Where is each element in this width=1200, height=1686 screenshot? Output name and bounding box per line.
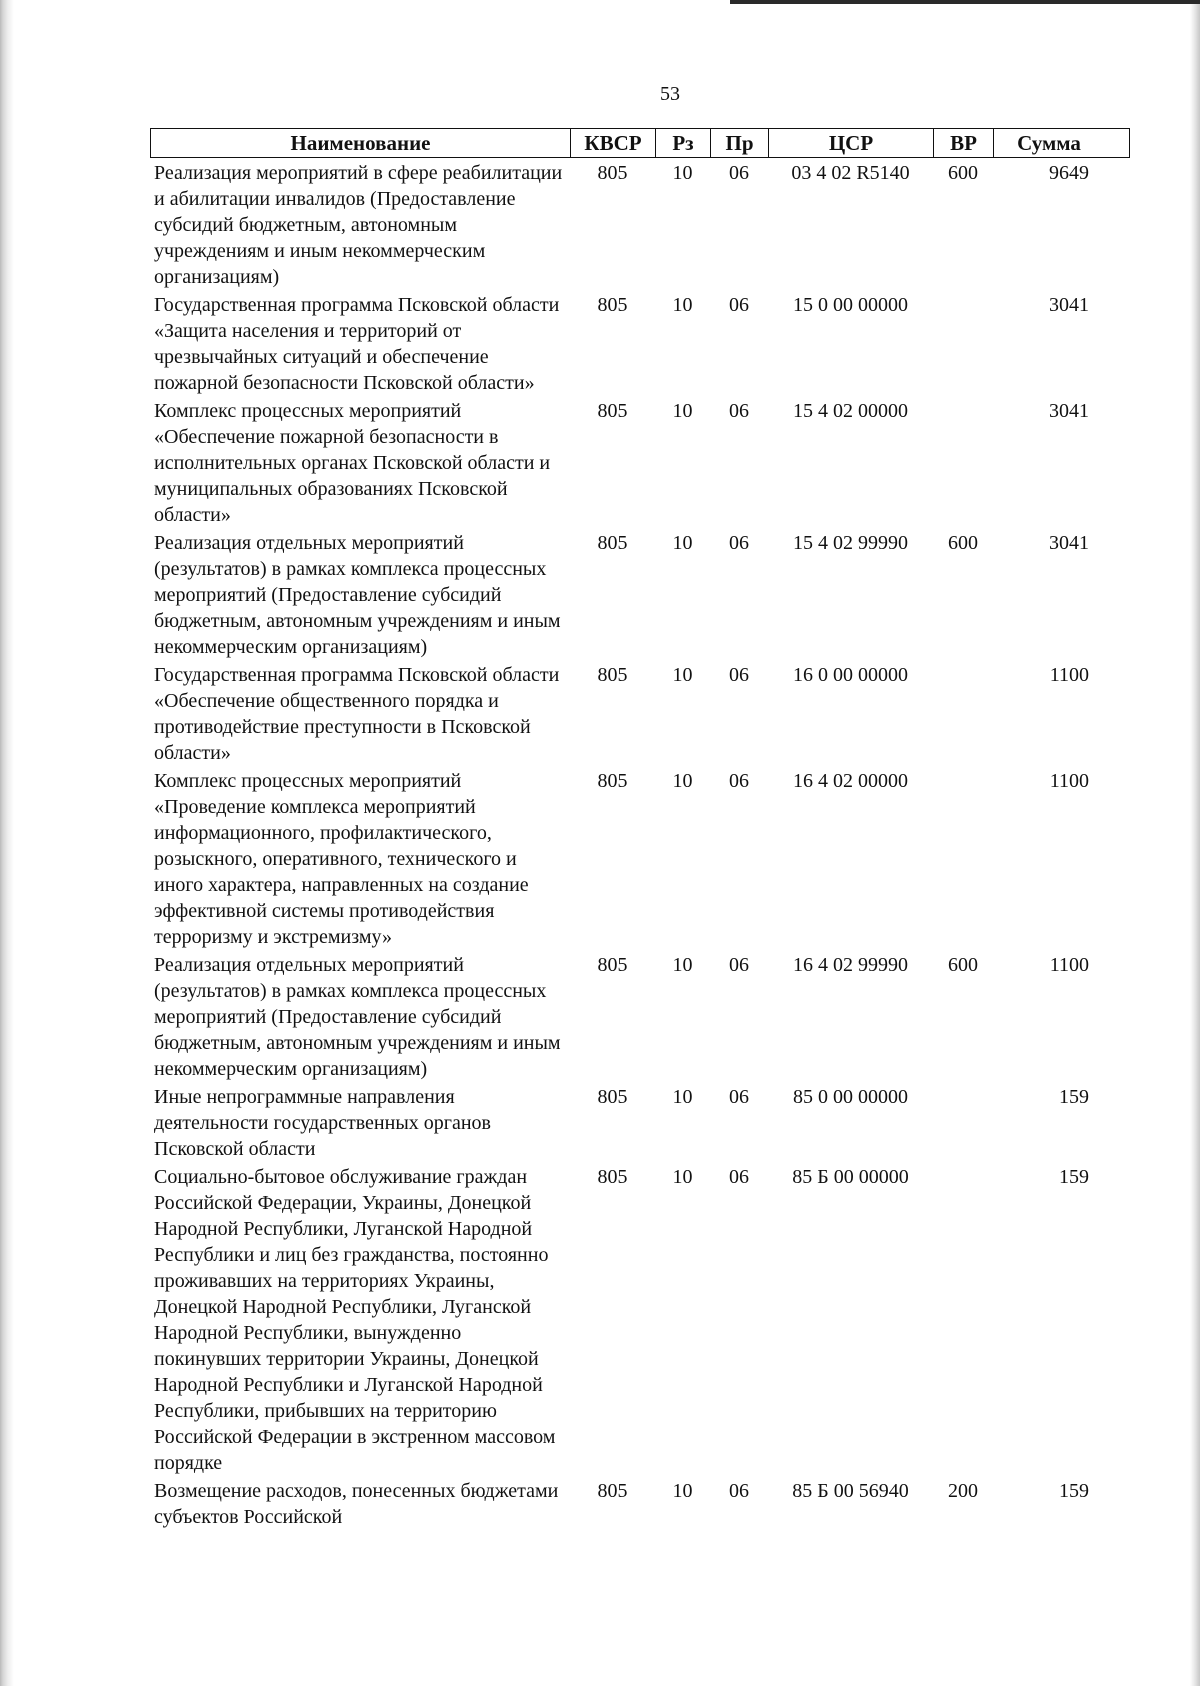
row-sum: 3041 xyxy=(1049,400,1089,422)
row-rz: 10 xyxy=(672,162,693,184)
row-pr: 06 xyxy=(729,770,749,792)
row-vr: 600 xyxy=(948,532,978,554)
row-name: Реализация отдельных мероприятий (результатов) в рамках комплекса процессных мероприятий (Предоставление субсидий бюджетным, автономным учреждениям и иным некоммерческим организациям) xyxy=(154,954,561,1080)
row-rz: 10 xyxy=(672,1480,693,1502)
row-pr: 06 xyxy=(729,400,749,422)
row-csr: 85 Б 00 56940 xyxy=(792,1480,909,1502)
row-pr: 06 xyxy=(729,294,749,316)
row-vr xyxy=(933,766,993,950)
table-row xyxy=(150,660,1130,766)
row-kvsr: 805 xyxy=(597,532,628,554)
row-name: Реализация отдельных мероприятий (результатов) в рамках комплекса процессных мероприятий (Предоставление субсидий бюджетным, автономным учреждениям и иным некоммерческим организациям) xyxy=(154,532,561,658)
row-rz: 10 xyxy=(672,532,693,554)
header-pr: Пр xyxy=(711,129,769,157)
row-name: Комплекс процессных мероприятий «Обеспечение пожарной безопасности в исполнительных органах Псковской области и муниципальных образованиях Псковской области» xyxy=(154,400,551,526)
row-pr: 06 xyxy=(729,1480,749,1502)
row-rz: 10 xyxy=(672,400,693,422)
row-sum: 3041 xyxy=(1049,294,1089,316)
header-kvsr: КВСР xyxy=(571,129,656,157)
header-csr: ЦСР xyxy=(769,129,934,157)
row-vr xyxy=(933,1162,993,1476)
row-csr: 15 0 00 00000 xyxy=(793,294,908,316)
row-vr xyxy=(933,290,993,396)
row-rz: 10 xyxy=(672,1086,693,1108)
row-name: Государственная программа Псковской области «Защита населения и территорий от чрезвычайных ситуаций и обеспечение пожарной безопасности Псковской области» xyxy=(154,294,560,394)
row-vr: 600 xyxy=(948,162,978,184)
row-sum: 1100 xyxy=(1049,954,1089,976)
row-vr xyxy=(933,396,993,528)
scan-edge-left xyxy=(0,0,14,1686)
row-name: Комплекс процессных мероприятий «Проведение комплекса мероприятий информационного, профилактического, розыскного, оперативного, технического и иного характера, направленных на создание эффективной системы противодействия терроризму и экстремизму» xyxy=(154,770,529,948)
row-rz: 10 xyxy=(672,294,693,316)
row-kvsr: 805 xyxy=(597,294,628,316)
row-kvsr: 805 xyxy=(597,1086,628,1108)
row-vr xyxy=(933,1082,993,1162)
row-pr: 06 xyxy=(729,162,749,184)
row-csr: 15 4 02 99990 xyxy=(793,532,908,554)
row-name: Иные непрограммные направления деятельности государственных органов Псковской области xyxy=(154,1086,491,1160)
row-pr: 06 xyxy=(729,1086,749,1108)
scan-edge-right xyxy=(1190,0,1200,1686)
row-pr: 06 xyxy=(729,954,749,976)
table-row xyxy=(150,950,1130,1082)
row-kvsr: 805 xyxy=(597,1480,628,1502)
header-rz: Рз xyxy=(656,129,711,157)
row-rz: 10 xyxy=(672,1166,693,1188)
table-row xyxy=(150,528,1130,660)
row-pr: 06 xyxy=(729,1166,749,1188)
row-rz: 10 xyxy=(672,954,693,976)
row-name: Возмещение расходов, понесенных бюджетами субъектов Российской xyxy=(154,1480,559,1528)
row-sum: 159 xyxy=(1059,1086,1089,1108)
row-sum: 1100 xyxy=(1049,770,1089,792)
table-row xyxy=(150,1162,1130,1476)
table-row xyxy=(150,290,1130,396)
row-csr: 85 0 00 00000 xyxy=(793,1086,908,1108)
row-csr: 16 4 02 99990 xyxy=(793,954,908,976)
row-rz: 10 xyxy=(672,664,693,686)
row-name: Социально-бытовое обслуживание граждан Российской Федерации, Украины, Донецкой Народной Республики, Луганской Народной Республики и лиц без гражданства, постоянно проживавших на территориях Украины, Донецкой Народной Республики, Луганской Народной Республики, вынужденно покинувших территории Украины, Донецкой Народной Республики и Луганской Народной Республики, прибывших на территорию Российской Федерации в экстренном массовом порядке xyxy=(154,1166,556,1474)
row-kvsr: 805 xyxy=(597,1166,628,1188)
row-pr: 06 xyxy=(729,532,749,554)
scan-edge-top xyxy=(730,0,1200,4)
table-row xyxy=(150,766,1130,950)
page-number: 53 xyxy=(660,83,680,105)
row-kvsr: 805 xyxy=(597,400,628,422)
header-sum: Сумма xyxy=(1017,131,1081,155)
row-pr: 06 xyxy=(729,664,749,686)
row-kvsr: 805 xyxy=(597,954,628,976)
row-vr: 200 xyxy=(948,1480,978,1502)
row-vr: 600 xyxy=(948,954,978,976)
row-vr xyxy=(933,660,993,766)
table-row xyxy=(150,1476,1130,1530)
row-csr: 03 4 02 R5140 xyxy=(791,162,910,184)
row-sum: 9649 xyxy=(1049,162,1089,184)
row-sum: 159 xyxy=(1059,1166,1089,1188)
budget-table xyxy=(150,128,1130,1530)
row-csr: 85 Б 00 00000 xyxy=(792,1166,909,1188)
header-name: Наименование xyxy=(151,129,571,157)
row-rz: 10 xyxy=(672,770,693,792)
row-name: Реализация мероприятий в сфере реабилитации и абилитации инвалидов (Предоставление субсидий бюджетным, автономным учреждениям и иным некоммерческим организациям) xyxy=(154,162,563,288)
table-row xyxy=(150,158,1130,290)
row-kvsr: 805 xyxy=(597,664,628,686)
table-row xyxy=(150,1082,1130,1162)
row-name: Государственная программа Псковской области «Обеспечение общественного порядка и противодействие преступности в Псковской области» xyxy=(154,664,560,764)
table-row xyxy=(150,396,1130,528)
row-csr: 15 4 02 00000 xyxy=(793,400,908,422)
table-header xyxy=(150,128,1130,158)
row-sum: 3041 xyxy=(1049,532,1089,554)
row-sum: 1100 xyxy=(1049,664,1089,686)
row-csr: 16 4 02 00000 xyxy=(793,770,908,792)
header-vr: ВР xyxy=(934,129,994,157)
row-csr: 16 0 00 00000 xyxy=(793,664,908,686)
row-kvsr: 805 xyxy=(597,162,628,184)
row-kvsr: 805 xyxy=(597,770,628,792)
row-sum: 159 xyxy=(1059,1480,1089,1502)
